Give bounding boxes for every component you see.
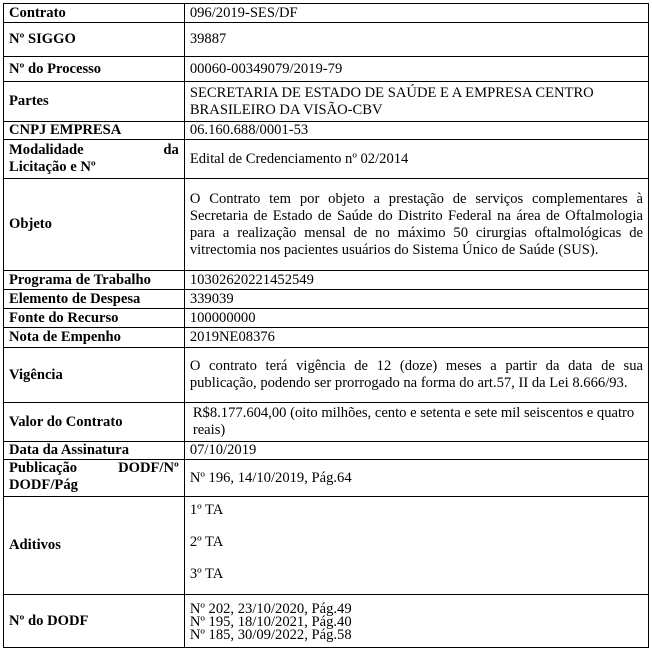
row-contrato xyxy=(4,4,649,23)
publicacao-label-a: Publicação xyxy=(9,460,78,476)
dodf-label: Nº do DODF xyxy=(4,595,185,648)
processo-value: 00060-00349079/2019-79 xyxy=(184,57,648,82)
dodf-item: Nº 202, 23/10/2020, Pág.49 xyxy=(189,600,352,617)
partes-label: Partes xyxy=(4,82,185,122)
dodf-item: Nº 195, 18/10/2021, Pág.40 xyxy=(189,613,352,630)
publicacao-label xyxy=(4,460,185,497)
row-valor xyxy=(4,403,649,442)
objeto-label: Objeto xyxy=(4,179,185,271)
contrato-value: 096/2019-SES/DF xyxy=(184,4,648,23)
row-cnpj xyxy=(4,122,649,140)
elemento-label: Elemento de Despesa xyxy=(4,290,185,309)
programa-label: Programa de Trabalho xyxy=(4,271,185,290)
fonte-label: Fonte do Recurso xyxy=(4,309,185,328)
contract-table xyxy=(3,3,649,648)
row-modalidade xyxy=(4,140,649,179)
modalidade-label-b: da xyxy=(163,142,179,158)
modalidade-value: Edital de Credenciamento nº 02/2014 xyxy=(184,140,648,179)
row-dodf xyxy=(4,595,649,648)
aditivo-item: 1º TA xyxy=(189,501,224,518)
modalidade-label xyxy=(4,140,185,179)
row-objeto xyxy=(4,179,649,271)
valor-value: R$8.177.604,00 (oito milhões, cento e setenta e sete mil seiscentos e quatro reais) xyxy=(184,403,648,442)
elemento-value: 339039 xyxy=(184,290,648,309)
partes-value: SECRETARIA DE ESTADO DE SAÚDE E A EMPRESA CENTRO BRASILEIRO DA VISÃO-CBV xyxy=(184,82,648,122)
aditivos-list xyxy=(184,497,648,595)
assinatura-value: 07/10/2019 xyxy=(184,442,648,460)
siggo-label: Nº SIGGO xyxy=(4,23,185,57)
programa-value: 10302620221452549 xyxy=(184,271,648,290)
row-publicacao xyxy=(4,460,649,497)
publicacao-label-c: DODF/Pág xyxy=(9,477,78,493)
contrato-label: Contrato xyxy=(4,4,185,23)
vigencia-value: O contrato terá vigência de 12 (doze) meses a partir da data de sua publicação, podendo ser prorrogado na forma do art.57, II da Lei 8.666/93. xyxy=(184,348,648,403)
vigencia-label: Vigência xyxy=(4,348,185,403)
row-siggo xyxy=(4,23,649,57)
modalidade-label-c: Licitação e Nº xyxy=(9,159,96,175)
publicacao-value: Nº 196, 14/10/2019, Pág.64 xyxy=(184,460,648,497)
dodf-list xyxy=(184,595,648,648)
row-assinatura xyxy=(4,442,649,460)
empenho-label: Nota de Empenho xyxy=(4,328,185,348)
siggo-value: 39887 xyxy=(184,23,648,57)
row-aditivos xyxy=(4,497,649,595)
dodf-item: Nº 185, 30/09/2022, Pág.58 xyxy=(189,626,352,643)
aditivos-label: Aditivos xyxy=(4,497,185,595)
modalidade-label-a: Modalidade xyxy=(9,142,84,158)
cnpj-label: CNPJ EMPRESA xyxy=(4,122,185,140)
row-empenho xyxy=(4,328,649,348)
aditivo-item: 2º TA xyxy=(189,533,224,550)
assinatura-label: Data da Assinatura xyxy=(4,442,185,460)
valor-label: Valor do Contrato xyxy=(4,403,185,442)
row-programa xyxy=(4,271,649,290)
row-elemento xyxy=(4,290,649,309)
fonte-value: 100000000 xyxy=(184,309,648,328)
row-processo xyxy=(4,57,649,82)
publicacao-label-b: DODF/Nº xyxy=(118,460,179,476)
row-vigencia xyxy=(4,348,649,403)
empenho-value: 2019NE08376 xyxy=(184,328,648,348)
row-fonte xyxy=(4,309,649,328)
objeto-value: O Contrato tem por objeto a prestação de serviços complementares à Secretaria de Estado de Saúde do Distrito Federal na área de Oftalmologia para a realização mensal de no máximo 50 cirurgias oftalmológicas de vitrectomia nos pacientes usuários do Sistema Único de Saúde (SUS). xyxy=(184,179,648,271)
aditivo-item: 3º TA xyxy=(189,565,224,582)
cnpj-value: 06.160.688/0001-53 xyxy=(184,122,648,140)
row-partes xyxy=(4,82,649,122)
processo-label: Nº do Processo xyxy=(4,57,185,82)
